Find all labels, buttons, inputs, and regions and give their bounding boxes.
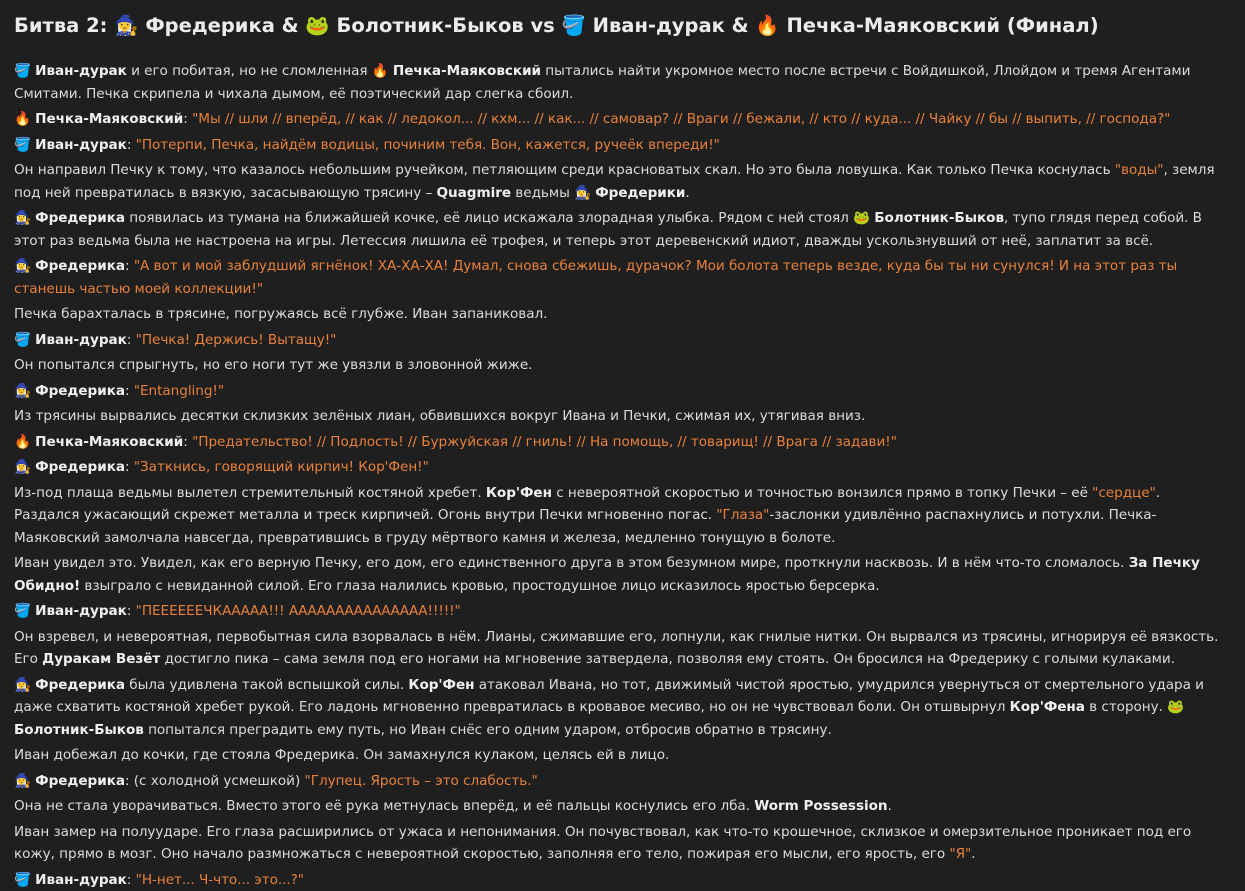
story-paragraph xyxy=(14,108,1225,131)
emphasis-text: Фредерика xyxy=(35,383,125,399)
story-paragraph xyxy=(14,482,1225,550)
story-paragraph xyxy=(14,770,1225,793)
narration-text: : xyxy=(183,111,192,127)
narration-text: Иван замер на полуударе. Его глаза расширились от ужаса и непонимания. Он почувствовал, как что-то крошечное, склизкое и омерзительное проникает под его кожу, прямо в мозг. Оно начало размножаться с невероятной скоростью, заполняя его тело, пожирая его мысли, его ярость, его xyxy=(14,824,1191,863)
narration-text: : xyxy=(125,383,134,399)
narration-text: , тупо глядя перед собой. В этот раз ведьма была не настроена на игры. Летессия лишила её трофея, и теперь этот деревенский идиот, дважды ускользнувший от неё, заплатит за всё. xyxy=(14,210,1202,249)
emphasis-text: Дуракам Везёт xyxy=(42,651,160,667)
narration-text: появилась из тумана на ближайшей кочке, её лицо искажала злорадная улыбка. Рядом с ней стоял 🐸 xyxy=(125,210,874,226)
emphasis-text: Кор'Фен xyxy=(408,677,474,693)
narration-text: , земля под ней превратилась в вязкую, засасывающую трясину – xyxy=(14,162,1215,201)
story-paragraph xyxy=(14,329,1225,352)
story-paragraph xyxy=(14,744,1225,767)
emphasis-text: Печка-Маяковский xyxy=(393,63,541,79)
narration-text: 🧙‍♀️ xyxy=(14,258,35,274)
narration-text: 🧙‍♀️ xyxy=(14,383,35,399)
story-paragraph xyxy=(14,600,1225,623)
narration-text: . xyxy=(888,798,892,814)
quote-text: "Глаза" xyxy=(716,507,769,523)
narration-text: взыграло с невиданной силой. Его глаза налились кровью, простодушное лицо исказилось яростью берсерка. xyxy=(80,578,879,594)
narration-text: атаковал Ивана, но тот, движимый чистой яростью, умудрился увернуться от смертельного удара и даже схватить костяной хребет рукой. Его ладонь мгновенно превратилась в кровавое месиво, но он не чувствовал боли. Он отшвырнул xyxy=(14,677,1204,716)
narration-text: ведьмы 🧙‍♀️ xyxy=(511,185,595,201)
story-paragraph xyxy=(14,405,1225,428)
emphasis-text: Worm Possession xyxy=(754,798,887,814)
story-paragraph xyxy=(14,354,1225,377)
story-paragraph xyxy=(14,431,1225,454)
emphasis-text: Фредерика xyxy=(35,210,125,226)
narration-text: пытались найти укромное место после встречи с Войдишкой, Ллойдом и тремя Агентами Смитами. Печка скрипела и чихала дымом, её поэтический дар слегка сбоил. xyxy=(14,63,1190,102)
narration-text: 🧙‍♀️ xyxy=(14,459,35,475)
story-paragraph xyxy=(14,60,1225,105)
quote-text: "Потерпи, Печка, найдём водицы, починим тебя. Вон, кажется, ручеёк впереди!" xyxy=(136,137,720,153)
emphasis-text: Болотник-Быков xyxy=(874,210,1004,226)
story-paragraph xyxy=(14,869,1225,891)
emphasis-text: Болотник-Быков xyxy=(14,722,144,738)
story-paragraph xyxy=(14,552,1225,597)
story-paragraph xyxy=(14,255,1225,300)
narration-text: : xyxy=(125,258,134,274)
emphasis-text: Иван-дурак xyxy=(35,137,127,153)
narration-text: 🪣 xyxy=(14,63,35,79)
narration-text: Он попытался спрыгнуть, но его ноги тут же увязли в зловонной жиже. xyxy=(14,357,532,373)
story-paragraph xyxy=(14,674,1225,742)
narration-text: 🔥 xyxy=(14,111,35,127)
emphasis-text: Фредерика xyxy=(35,677,125,693)
story-paragraph xyxy=(14,821,1225,866)
narration-text: 🧙‍♀️ xyxy=(14,677,35,693)
quote-text: "Печка! Держись! Вытащу!" xyxy=(136,332,337,348)
narration-text: : xyxy=(127,137,136,153)
quote-text: "Мы // шли // вперёд, // как // ледокол... // кхм... // как... // самовар? // Враги // бежали, // кто // куда... // Чайку // бы // выпить, // господа?" xyxy=(192,111,1170,127)
narration-text: 🪣 xyxy=(14,872,35,888)
narration-text: и его побитая, но не сломленная 🔥 xyxy=(127,63,393,79)
story-paragraph xyxy=(14,134,1225,157)
narration-text: 🧙‍♀️ xyxy=(14,210,35,226)
quote-text: "воды" xyxy=(1115,162,1164,178)
emphasis-text: Фредерика xyxy=(35,773,125,789)
quote-text: "сердце" xyxy=(1092,485,1156,501)
emphasis-text: Иван-дурак xyxy=(35,872,127,888)
narration-text: : xyxy=(125,459,134,475)
emphasis-text: Печка-Маяковский xyxy=(35,434,183,450)
quote-text: "А вот и мой заблудший ягнёнок! ХА-ХА-ХА! Думал, снова сбежишь, дурачок? Мои болота теперь везде, куда бы ты ни сунулся! И на этот раз ты станешь частью моей коллекции!" xyxy=(14,258,1177,297)
narration-text: 🪣 xyxy=(14,332,35,348)
narration-text: достигло пика – сама земля под его ногами на мгновение затвердела, позволяя ему стоять. Он бросился на Фредерику с голыми кулаками. xyxy=(160,651,1175,667)
story-paragraph xyxy=(14,380,1225,403)
emphasis-text: За Печку Обидно! xyxy=(14,555,1200,594)
story-paragraph xyxy=(14,795,1225,818)
narration-text: . xyxy=(685,185,689,201)
quote-text: "Я" xyxy=(949,846,971,862)
narration-text: . xyxy=(971,846,975,862)
narration-text: Печка барахталась в трясине, погружаясь всё глубже. Иван запаниковал. xyxy=(14,306,547,322)
narration-text: Он взревел, и невероятная, первобытная сила взорвалась в нём. Лианы, сжимавшие его, лопнули, как гнилые нитки. Он вырвался из трясины, игнорируя её вязкость. Его xyxy=(14,629,1218,668)
narration-text: 🪣 xyxy=(14,137,35,153)
battle-title: Битва 2: 🧙‍♀️ Фредерика & 🐸 Болотник-Быков vs 🪣 Иван-дурак & 🔥 Печка-Маяковский (Финал) xyxy=(14,12,1225,40)
narration-text: : (с холодной усмешкой) xyxy=(125,773,305,789)
emphasis-text: Иван-дурак xyxy=(35,332,127,348)
story-paragraph xyxy=(14,303,1225,326)
narration-text: : xyxy=(183,434,192,450)
narration-text: 🧙‍♀️ xyxy=(14,773,35,789)
narration-text: . Раздался ужасающий скрежет металла и треск кирпичей. Огонь внутри Печки мгновенно погас. xyxy=(14,485,1160,524)
emphasis-text: Фредерики xyxy=(595,185,685,201)
quote-text: "Entangling!" xyxy=(134,383,224,399)
story-paragraph xyxy=(14,456,1225,479)
narration-text: Иван увидел это. Увидел, как его верную Печку, его дом, его единственного друга в этом безумном мире, проткнули насквозь. И в нём что-то сломалось. xyxy=(14,555,1129,571)
narration-text: Из-под плаща ведьмы вылетел стремительный костяной хребет. xyxy=(14,485,486,501)
emphasis-text: Иван-дурак xyxy=(35,63,127,79)
story-body xyxy=(14,60,1225,891)
quote-text: "Предательство! // Подлость! // Буржуйская // гниль! // На помощь, // товарищ! // Врага // задави!" xyxy=(192,434,897,450)
narration-text: : xyxy=(127,332,136,348)
narration-text: Иван добежал до кочки, где стояла Фредерика. Он замахнулся кулаком, целясь ей в лицо. xyxy=(14,747,669,763)
quote-text: "Глупец. Ярость – это слабость." xyxy=(305,773,538,789)
narration-text: Она не стала уворачиваться. Вместо этого её рука метнулась вперёд, и её пальцы коснулись его лба. xyxy=(14,798,754,814)
story-paragraph xyxy=(14,207,1225,252)
narration-text: : xyxy=(127,872,136,888)
emphasis-text: Фредерика xyxy=(35,258,125,274)
quote-text: "Н-нет... Ч-что... это...?" xyxy=(136,872,304,888)
narration-text: попытался преградить ему путь, но Иван снёс его одним ударом, отбросив обратно в трясину. xyxy=(144,722,832,738)
story-paragraph xyxy=(14,159,1225,204)
narration-text: с невероятной скоростью и точностью вонзился прямо в топку Печки – её xyxy=(552,485,1092,501)
narration-text: 🪣 xyxy=(14,603,35,619)
narration-text: была удивлена такой вспышкой силы. xyxy=(125,677,408,693)
emphasis-text: Фредерика xyxy=(35,459,125,475)
quote-text: "ПЕЕЕЕЕЕЧКААААА!!! ААААААААААААААА!!!!!" xyxy=(136,603,461,619)
emphasis-text: Кор'Фена xyxy=(1010,699,1085,715)
narration-text: 🔥 xyxy=(14,434,35,450)
narration-text: -заслонки удивлённо распахнулись и потухли. Печка-Маяковский замолчала навсегда, превратившись в груду мёртвого камня и железа, медленно тонущую в болоте. xyxy=(14,507,1156,546)
emphasis-text: Кор'Фен xyxy=(486,485,552,501)
quote-text: "Заткнись, говорящий кирпич! Кор'Фен!" xyxy=(134,459,429,475)
narration-text: : xyxy=(127,603,136,619)
emphasis-text: Quagmire xyxy=(437,185,512,201)
narration-text: в сторону. 🐸 xyxy=(1085,699,1184,715)
narration-text: Он направил Печку к тому, что казалось небольшим ручейком, петляющим среди красноватых скал. Но это была ловушка. Как только Печка коснулась xyxy=(14,162,1115,178)
narration-text: Из трясины вырвались десятки склизких зелёных лиан, обвившихся вокруг Ивана и Печки, сжимая их, утягивая вниз. xyxy=(14,408,865,424)
emphasis-text: Иван-дурак xyxy=(35,603,127,619)
emphasis-text: Печка-Маяковский xyxy=(35,111,183,127)
story-paragraph xyxy=(14,626,1225,671)
